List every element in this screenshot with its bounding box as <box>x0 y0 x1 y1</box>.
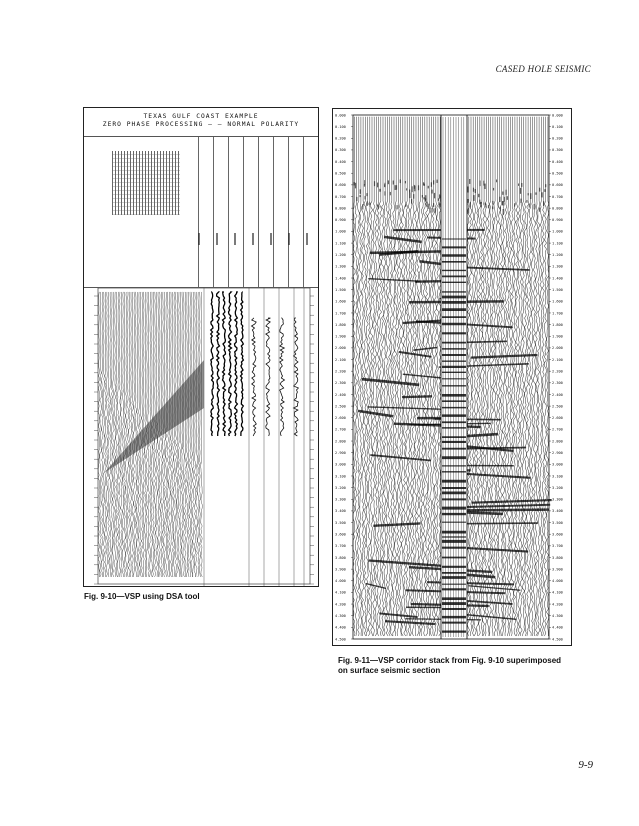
time-label-left: 0.000 <box>335 113 346 118</box>
time-label-left: 1.100 <box>335 241 346 246</box>
time-label-left: 3.300 <box>335 497 346 502</box>
time-label-left: 1.300 <box>335 264 346 269</box>
time-label-left: 1.900 <box>335 334 346 339</box>
time-label-right: 0.700 <box>552 194 563 199</box>
corridor-stack-band <box>441 115 467 639</box>
time-label-left: 0.100 <box>335 124 346 129</box>
time-label-right: 1.900 <box>552 334 563 339</box>
time-label-right: 1.000 <box>552 229 563 234</box>
time-label-right: 3.100 <box>552 474 563 479</box>
time-label-left: 4.500 <box>335 637 346 642</box>
time-label-left: 3.000 <box>335 462 346 467</box>
running-header: CASED HOLE SEISMIC <box>495 64 591 74</box>
time-label-right: 4.400 <box>552 625 563 630</box>
time-label-right: 2.000 <box>552 346 563 351</box>
time-label-right: 3.700 <box>552 544 563 549</box>
time-label-right: 4.300 <box>552 614 563 618</box>
time-label-right: 0.000 <box>552 113 563 118</box>
figure-9-10-caption: Fig. 9-10—VSP using DSA tool <box>84 592 200 601</box>
first-break-wedge <box>104 360 204 473</box>
time-label-left: 2.300 <box>335 381 346 386</box>
time-label-right: 0.100 <box>552 124 563 129</box>
time-label-right: 3.300 <box>552 497 563 502</box>
vsp-plot-svg <box>84 288 318 586</box>
figure-9-11 <box>332 108 572 646</box>
time-label-right: 2.400 <box>552 392 563 397</box>
corridor-trace-columns <box>211 292 299 436</box>
time-label-left: 0.300 <box>335 148 346 153</box>
time-label-right: 1.200 <box>552 253 563 257</box>
time-label-left: 2.700 <box>335 427 346 432</box>
time-label-right: 3.000 <box>552 462 563 467</box>
time-label-left: 4.100 <box>335 590 346 595</box>
legend-text-block <box>112 151 180 215</box>
seismic-section-svg <box>333 109 571 645</box>
time-label-right: 1.300 <box>552 264 563 269</box>
time-label-right: 2.100 <box>552 357 563 362</box>
time-label-left: 2.400 <box>335 392 346 397</box>
time-label-left: 0.200 <box>335 136 346 141</box>
figure-9-10-vsp-plot <box>84 288 318 586</box>
time-label-left: 1.600 <box>335 299 346 304</box>
time-label-left: 3.700 <box>335 544 346 549</box>
figure-9-10-title-line1: TEXAS GULF COAST EXAMPLE <box>143 113 259 120</box>
time-label-right: 2.200 <box>552 369 563 374</box>
time-label-right: 0.400 <box>552 159 563 164</box>
time-label-right: 4.100 <box>552 590 563 595</box>
time-label-left: 0.900 <box>335 218 346 223</box>
time-label-left: 1.200 <box>335 253 346 257</box>
time-label-right: 3.600 <box>552 532 563 537</box>
time-label-right: 0.300 <box>552 148 563 153</box>
time-label-right: 3.800 <box>552 555 563 560</box>
time-label-left: 0.800 <box>335 206 346 211</box>
time-label-left: 3.500 <box>335 520 346 525</box>
time-label-left: 0.400 <box>335 159 346 164</box>
time-label-right: 1.600 <box>552 299 563 304</box>
time-label-right: 2.800 <box>552 439 563 444</box>
time-label-left: 2.500 <box>335 404 346 409</box>
time-label-right: 2.300 <box>552 381 563 386</box>
time-label-left: 1.400 <box>335 276 346 281</box>
time-label-left: 3.400 <box>335 509 346 514</box>
time-label-right: 3.400 <box>552 509 563 514</box>
time-label-right: 0.800 <box>552 206 563 211</box>
time-label-right: 3.900 <box>552 567 563 572</box>
time-label-right: 2.700 <box>552 427 563 432</box>
time-label-left: 3.600 <box>335 532 346 537</box>
time-label-right: 1.700 <box>552 311 563 316</box>
time-label-right: 4.200 <box>552 602 563 607</box>
time-label-right: 0.500 <box>552 171 563 176</box>
time-label-right: 1.500 <box>552 288 563 292</box>
time-label-left: 3.200 <box>335 485 346 490</box>
time-label-right: 1.800 <box>552 322 563 327</box>
time-label-left: 2.800 <box>335 439 346 444</box>
time-label-left: 3.800 <box>335 555 346 560</box>
time-label-left: 0.600 <box>335 183 346 188</box>
time-label-left: 4.200 <box>335 602 346 607</box>
time-label-left: 1.500 <box>335 288 346 292</box>
time-label-left: 1.000 <box>335 229 346 234</box>
time-label-left: 0.500 <box>335 171 346 176</box>
time-label-left: 4.300 <box>335 614 346 618</box>
time-label-left: 3.100 <box>335 474 346 479</box>
time-label-right: 2.600 <box>552 416 563 421</box>
figure-9-10-trace-legend <box>84 136 318 288</box>
time-label-left: 2.100 <box>335 357 346 362</box>
time-label-left: 2.200 <box>335 369 346 374</box>
time-label-left: 2.000 <box>335 346 346 351</box>
time-label-left: 4.000 <box>335 579 346 584</box>
figure-9-10-title-line2: ZERO PHASE PROCESSING – – NORMAL POLARITY <box>102 121 300 128</box>
time-label-left: 0.700 <box>335 194 346 199</box>
time-label-right: 0.200 <box>552 136 563 141</box>
time-label-right: 0.600 <box>552 183 563 188</box>
time-label-left: 4.400 <box>335 625 346 630</box>
time-label-right: 4.500 <box>552 637 563 642</box>
time-label-left: 2.600 <box>335 416 346 421</box>
time-label-right: 1.100 <box>552 241 563 246</box>
time-label-right: 0.900 <box>552 218 563 223</box>
time-label-right: 2.500 <box>552 404 563 409</box>
time-label-left: 1.800 <box>335 322 346 327</box>
page-number: 9-9 <box>578 759 593 771</box>
legend-columns <box>184 137 318 287</box>
time-label-left: 2.900 <box>335 451 346 455</box>
time-label-left: 1.700 <box>335 311 346 316</box>
time-label-right: 1.400 <box>552 276 563 281</box>
time-label-right: 4.000 <box>552 579 563 584</box>
time-label-right: 3.200 <box>552 485 563 490</box>
figure-9-10 <box>83 107 319 587</box>
figure-9-11-caption: Fig. 9-11—VSP corridor stack from Fig. 9-10 superimposed on surface seismic section <box>338 656 562 675</box>
time-label-right: 2.900 <box>552 451 563 455</box>
time-label-right: 3.500 <box>552 520 563 525</box>
figure-9-10-title <box>84 113 318 129</box>
time-label-left: 3.900 <box>335 567 346 572</box>
legend-trace-marks <box>184 233 318 245</box>
